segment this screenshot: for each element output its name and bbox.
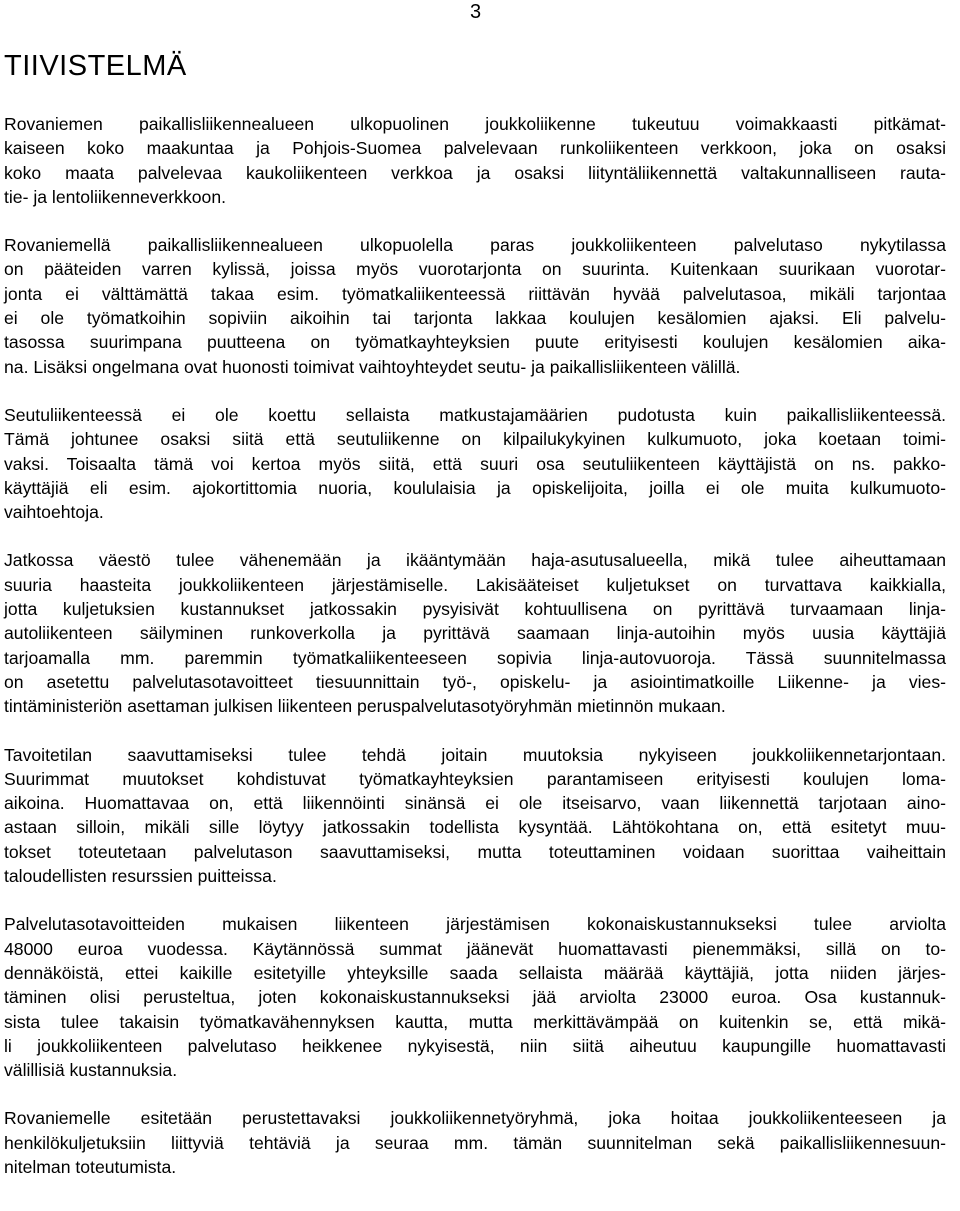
text-line: suuria haasteita joukkoliikenteen järjestämiselle. Lakisääteiset kuljetukset on turvattava kaikkialla, <box>4 574 946 595</box>
text-line: Tämä johtunee osaksi siitä että seutuliikenne on kilpailukykyinen kulkumuoto, joka koetaan toimi- <box>4 429 946 450</box>
text-line: täminen olisi perusteltua, joten kokonaiskustannukseksi jää arviolta 23000 euroa. Osa kustannuk- <box>4 987 946 1008</box>
text-line: Tavoitetilan saavuttamiseksi tulee tehdä joitain muutoksia nykyiseen joukkoliikennetarjontaan. <box>4 744 946 765</box>
paragraph <box>4 743 946 889</box>
text-line: on asetettu palvelutasotavoitteet tiesuunnittain työ-, opiskelu- ja asiointimatkoille Liikenne- ja vies- <box>4 671 946 692</box>
text-line: autoliikenteen säilyminen runkoverkolla ja pyrittävä saamaan linja-autoihin myös uusia käyttäjiä <box>4 623 946 644</box>
paragraph <box>4 403 946 524</box>
text-line: nitelman toteutumista. <box>4 1156 177 1177</box>
text-line: tarjoamalla mm. paremmin työmatkaliikenteeseen sopivia linja-autovuoroja. Tässä suunnitelmassa <box>4 647 946 668</box>
text-line: taloudellisten resurssien puitteissa. <box>4 866 277 887</box>
paragraph <box>4 912 946 1082</box>
paragraph <box>4 548 946 718</box>
text-line: koko maata palvelevaa kaukoliikenteen verkkoa ja osaksi liityntäliikennettä valtakunnalliseen rauta- <box>4 162 946 183</box>
text-line: henkilökuljetuksiin liittyviä tehtäviä ja seuraa mm. tämän suunnitelman sekä paikallisliikennesuun- <box>4 1132 946 1153</box>
paragraph <box>4 112 946 209</box>
paragraph <box>4 1106 946 1179</box>
text-line: Palvelutasotavoitteiden mukaisen liikenteen järjestämisen kokonaiskustannukseksi tulee arviolta <box>4 914 946 935</box>
text-line: 48000 euroa vuodessa. Käytännössä summat jäänevät huomattavasti pienemmäksi, sillä on to- <box>4 938 946 959</box>
text-line: välillisiä kustannuksia. <box>4 1060 178 1081</box>
text-line: Seutuliikenteessä ei ole koettu sellaista matkustajamäärien pudotusta kuin paikallisliikenteessä. <box>4 404 946 425</box>
text-line: Rovaniemelle esitetään perustettavaksi joukkoliikennetyöryhmä, joka hoitaa joukkoliikenteeseen ja <box>4 1108 946 1129</box>
text-line: li joukkoliikenteen palvelutaso heikkenee nykyisestä, niin siitä aiheutuu kaupungille huomattavasti <box>4 1035 946 1056</box>
text-line: Jatkossa väestö tulee vähenemään ja ikääntymään haja-asutusalueella, mikä tulee aiheuttamaan <box>4 550 946 571</box>
text-line: käyttäjiä eli esim. ajokortittomia nuoria, koululaisia ja opiskelijoita, joilla ei ole muita kulkumuoto- <box>4 477 946 498</box>
text-line: tasossa suurimpana puutteena on työmatkayhteyksien puute erityisesti koulujen kesälomien aika- <box>4 332 946 353</box>
text-line: Rovaniemen paikallisliikennealueen ulkopuolinen joukkoliikenne tukeutuu voimakkaasti pitkämat- <box>4 114 946 134</box>
text-line: tintäministeriön asettaman julkisen liikenteen peruspalvelutasotyöryhmän mietinnön mukaan. <box>4 696 726 717</box>
page-title: TIIVISTELMÄ <box>4 50 187 82</box>
text-line: na. Lisäksi ongelmana ovat huonosti toimivat vaihtoyhteydet seutu- ja paikallisliikenteen välillä. <box>4 356 741 377</box>
text-line: on pääteiden varren kylissä, joissa myös vuorotarjonta on suurinta. Kuitenkaan suurikaan vuorotar- <box>4 259 946 280</box>
text-line: astaan silloin, mikäli sille löytyy jatkossakin todellista kysyntää. Lähtökohtana on, että esitetyt muu- <box>4 817 946 838</box>
text-line: aikoina. Huomattavaa on, että liikennöinti sinänsä ei ole itseisarvo, vaan liikennettä tarjotaan aino- <box>4 793 946 814</box>
text-line: vaksi. Toisaalta tämä voi kertoa myös siitä, että suuri osa seutuliikenteen käyttäjistä on ns. pakko- <box>4 453 946 474</box>
text-line: jonta ei välttämättä takaa esim. työmatkaliikenteessä riittävän hyvää palvelutasoa, mikäli tarjontaa <box>4 283 946 304</box>
paragraph <box>4 233 946 379</box>
text-line: dennäköistä, ettei kaikille esitetyille yhteyksille saada sellaista määrää käyttäjiä, jotta niiden järjes- <box>4 962 946 983</box>
text-line: tokset toteutetaan palvelutason saavuttamiseksi, mutta toteuttaminen voidaan suorittaa vaiheittain <box>4 841 946 862</box>
text-line: Suurimmat muutokset kohdistuvat työmatkayhteyksien parantamiseen erityisesti koulujen loma- <box>4 768 946 789</box>
text-line: tie- ja lentoliikenneverkkoon. <box>4 186 227 207</box>
text-line: sista tulee takaisin työmatkavähennyksen kautta, mutta merkittävämpää on kuitenkin se, että mikä- <box>4 1011 946 1032</box>
page-number: 3 <box>470 1 482 23</box>
text-line: ei ole työmatkoihin sopiviin aikoihin tai tarjonta lakkaa koulujen kesälomien ajaksi. Eli palvelu- <box>4 308 946 329</box>
text-line: Rovaniemellä paikallisliikennealueen ulkopuolella paras joukkoliikenteen palvelutaso nykytilassa <box>4 235 946 256</box>
text-line: vaihtoehtoja. <box>4 502 104 523</box>
text-line: kaiseen koko maakuntaa ja Pohjois-Suomea palvelevaan runkoliikenteen verkkoon, joka on osaksi <box>4 138 946 159</box>
summary-body <box>4 112 946 1203</box>
text-line: jotta kuljetuksien kustannukset jatkossakin pysyisivät kohtuullisena on pyrittävä turvaamaan linja- <box>4 599 946 620</box>
